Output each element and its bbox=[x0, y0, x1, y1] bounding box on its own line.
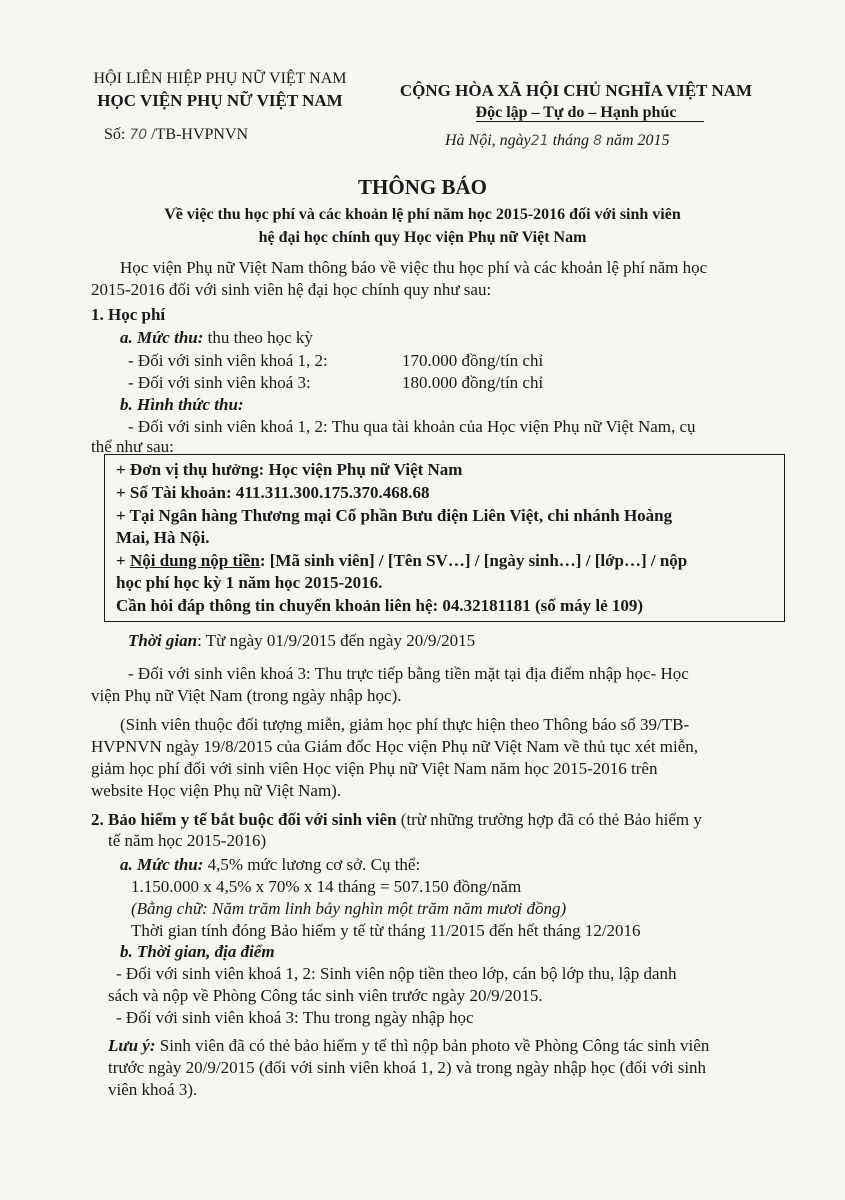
fee2-value: 180.000 đồng/tín chỉ bbox=[402, 373, 544, 392]
insurance-formula: 1.150.000 x 4,5% x 70% x 14 tháng = 507.150 đồng/năm bbox=[131, 877, 522, 896]
insurance-k12-line1: - Đối với sinh viên khoá 1, 2: Sinh viên nộp tiền theo lớp, cán bộ lớp thu, lập danh bbox=[116, 964, 677, 983]
k3-payment-line1: - Đối với sinh viên khoá 3: Thu trực tiếp bằng tiền mặt tại địa điểm nhập học- Học bbox=[128, 664, 689, 683]
payment-period bbox=[128, 630, 475, 652]
org-parent: HỘI LIÊN HIỆP PHỤ NỮ VIỆT NAM bbox=[93, 70, 347, 87]
insurance-period: Thời gian tính đóng Bảo hiểm y tế từ tháng 11/2015 đến hết tháng 12/2016 bbox=[131, 921, 641, 940]
insurance-note-line3: viên khoá 3). bbox=[108, 1080, 198, 1099]
motto-underline bbox=[476, 121, 704, 122]
country-name: CỘNG HÒA XÃ HỘI CHỦ NGHĨA VIỆT NAM bbox=[399, 81, 753, 100]
exemption-note-line4: website Học viện Phụ nữ Việt Nam). bbox=[91, 781, 342, 800]
insurance-k12-line2: sách và nộp về Phòng Công tác sinh viên trước ngày 20/9/2015. bbox=[108, 986, 543, 1005]
fee1-label: - Đối với sinh viên khoá 1, 2: bbox=[128, 351, 328, 370]
insurance-note-label: Lưu ý: bbox=[108, 1036, 156, 1055]
payment-content-label: Nội dung nộp tiền bbox=[129, 551, 260, 570]
insurance-rate bbox=[120, 854, 420, 876]
payment-method-line1: - Đối với sinh viên khoá 1, 2: Thu qua tài khoản của Học viện Phụ nữ Việt Nam, cụ bbox=[128, 417, 696, 436]
section2-heading-bold: 2. Bảo hiểm y tế bắt buộc đối với sinh viên bbox=[91, 810, 397, 829]
date-year: năm 2015 bbox=[605, 132, 670, 149]
exemption-note-line2: HVPNVN ngày 19/8/2015 của Giám đốc Học viện Phụ nữ Việt Nam về thủ tục xét miễn, bbox=[91, 737, 699, 756]
document-title: THÔNG BÁO bbox=[358, 175, 487, 199]
insurance-k3-line: - Đối với sinh viên khoá 3: Thu trong ngày nhập học bbox=[116, 1008, 474, 1027]
insurance-note-line1 bbox=[108, 1035, 709, 1057]
date-prefix: Hà Nội, ngày bbox=[445, 132, 531, 149]
payment-content-text: : [Mã sinh viên] / [Tên SV…] / [ngày sinh…] / [lớp…] / nộp bbox=[259, 551, 688, 570]
ref-prefix: Số: bbox=[104, 126, 126, 143]
payment-content-line1 bbox=[116, 550, 687, 572]
insurance-note-line2: trước ngày 20/9/2015 (đối với sinh viên khoá 1, 2) và trong ngày nhập học (đối với sinh bbox=[108, 1058, 707, 1077]
section2-heading-rest: (trừ những trường hợp đã có thẻ Bảo hiểm y bbox=[400, 810, 702, 829]
contact-info: Cần hỏi đáp thông tin chuyển khoản liên hệ: 04.32181181 (số máy lẻ 109) bbox=[116, 596, 644, 615]
bank-name-line1: + Tại Ngân hàng Thương mại Cổ phần Bưu điện Liên Việt, chi nhánh Hoàng bbox=[116, 506, 673, 525]
date-month-handwritten: 8 bbox=[593, 133, 602, 149]
fee-rate-label: a. Mức thu: bbox=[120, 328, 204, 347]
payment-method-label: b. Hình thức thu: bbox=[120, 395, 244, 414]
intro-line2: 2015-2016 đối với sinh viên hệ đại học chính quy như sau: bbox=[91, 280, 492, 299]
document-date bbox=[445, 130, 670, 152]
insurance-time-place-label: b. Thời gian, địa điểm bbox=[120, 942, 275, 961]
payment-period-label: Thời gian bbox=[128, 631, 198, 650]
intro-line1: Học viện Phụ nữ Việt Nam thông báo về việc thu học phí và các khoản lệ phí năm học bbox=[120, 258, 708, 277]
insurance-rate-label: a. Mức thu: bbox=[120, 855, 204, 874]
section2-heading-line2: tế năm học 2015-2016) bbox=[108, 831, 267, 850]
insurance-rate-text: 4,5% mức lương cơ sở. Cụ thể: bbox=[207, 855, 421, 874]
date-day-handwritten: 21 bbox=[530, 133, 549, 149]
section1-fee-rate bbox=[120, 327, 313, 349]
payment-content-plus: + bbox=[116, 551, 126, 570]
fee2-label: - Đối với sinh viên khoá 3: bbox=[128, 373, 311, 392]
insurance-note-text: Sinh viên đã có thẻ bảo hiểm y tế thì nộp bản photo về Phòng Công tác sinh viên bbox=[159, 1036, 710, 1055]
fee-rate-text: thu theo học kỳ bbox=[207, 328, 313, 347]
insurance-amount-in-words: (Bằng chữ: Năm trăm linh bảy nghìn một trăm năm mươi đồng) bbox=[131, 899, 567, 918]
date-month-label: tháng bbox=[552, 132, 590, 149]
exemption-note-line1: (Sinh viên thuộc đối tượng miễn, giảm học phí thực hiện theo Thông báo số 39/TB- bbox=[120, 715, 690, 734]
account-number: + Số Tài khoản: 411.311.300.175.370.468.68 bbox=[116, 483, 430, 502]
exemption-note-line3: giảm học phí đối với sinh viên Học viện Phụ nữ Việt Nam năm học 2015-2016 trên bbox=[91, 759, 658, 778]
motto: Độc lập – Tự do – Hạnh phúc bbox=[475, 104, 677, 121]
title-subject-line2: hệ đại học chính quy Học viện Phụ nữ Việt Nam bbox=[258, 229, 587, 246]
ref-suffix: /TB-HVPNVN bbox=[151, 126, 249, 143]
k3-payment-line2: viện Phụ nữ Việt Nam (trong ngày nhập học). bbox=[91, 686, 402, 705]
payment-content-line2: học phí học kỳ 1 năm học 2015-2016. bbox=[116, 573, 383, 592]
beneficiary: + Đơn vị thụ hưởng: Học viện Phụ nữ Việt Nam bbox=[116, 460, 463, 479]
section2-heading bbox=[91, 809, 702, 831]
reference-number bbox=[104, 124, 248, 146]
title-subject-line1: Về việc thu học phí và các khoản lệ phí năm học 2015-2016 đối với sinh viên bbox=[164, 206, 681, 223]
section1-heading: 1. Học phí bbox=[91, 305, 166, 324]
fee1-value: 170.000 đồng/tín chỉ bbox=[402, 351, 544, 370]
payment-period-text: : Từ ngày 01/9/2015 đến ngày 20/9/2015 bbox=[197, 631, 476, 650]
bank-name-line2: Mai, Hà Nội. bbox=[116, 528, 210, 547]
payment-method-line2: thể như sau: bbox=[91, 437, 174, 456]
org-name: HỌC VIỆN PHỤ NỮ VIỆT NAM bbox=[97, 91, 343, 110]
ref-number-handwritten: 70 bbox=[129, 127, 148, 143]
